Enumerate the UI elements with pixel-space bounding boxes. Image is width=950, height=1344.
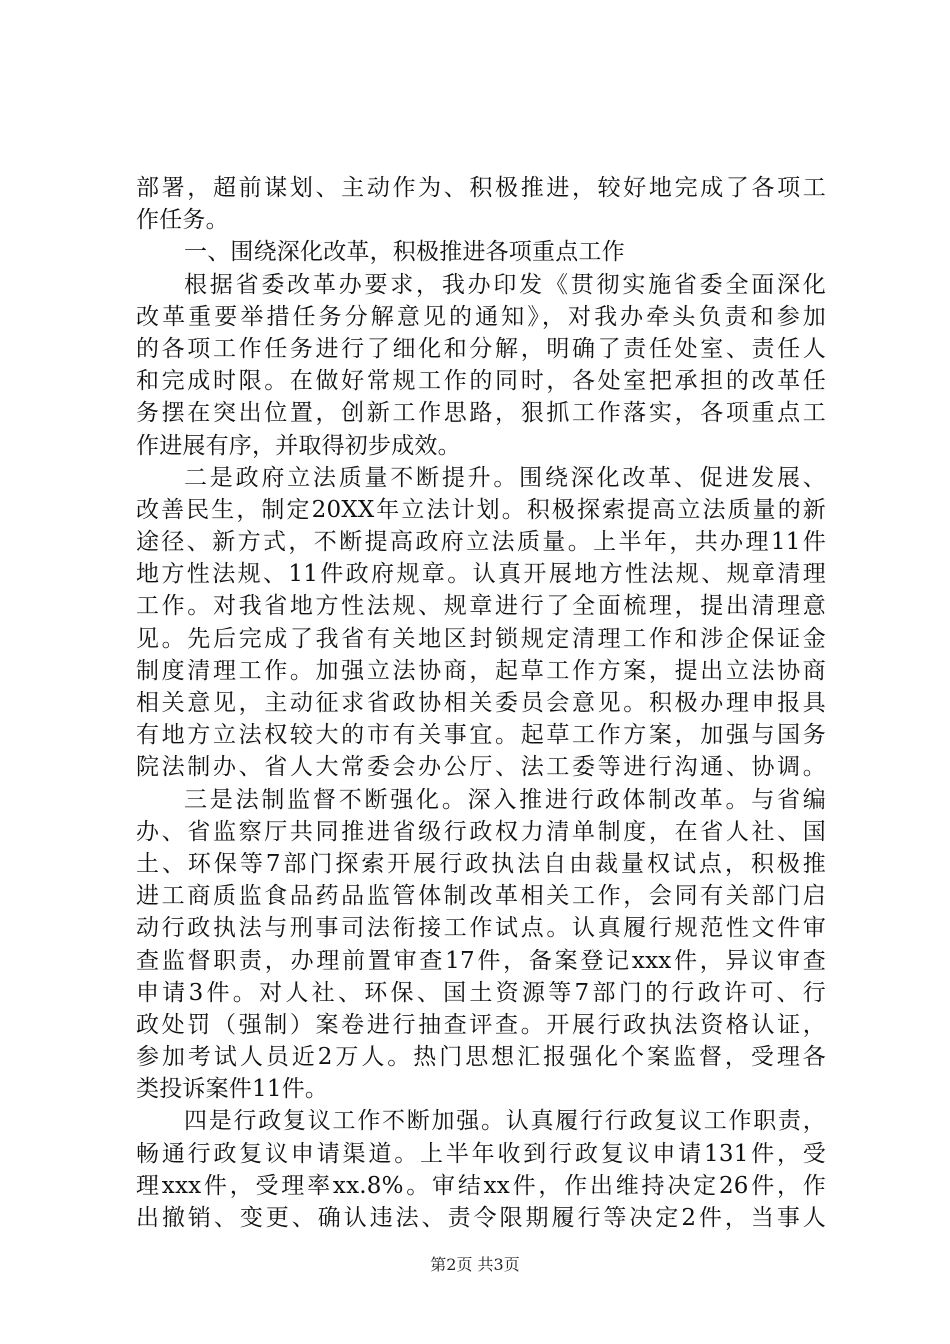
text-line: 理xxx件，受理率xx.8%。审结xx件，作出维持决定26件，作 [136,1172,826,1199]
text-line: 制度清理工作。加强立法协商，起草工作方案，提出立法协商 [136,657,826,684]
text-line: 参加考试人员近2万人。热门思想汇报强化个案监督，受理各 [136,1044,826,1071]
text-line: 工作。对我省地方性法规、规章进行了全面梳理，提出清理意 [136,593,826,620]
text-line: 类投诉案件11件。 [136,1076,329,1103]
text-line: 申请3件。对人社、环保、国土资源等7部门的行政许可、行 [136,979,826,1006]
text-line: 二是政府立法质量不断提升。围绕深化改革、促进发展、 [184,464,826,491]
text-line: 作任务。 [136,207,229,234]
text-line: 动行政执法与刑事司法衔接工作试点。认真履行规范性文件审 [136,915,826,942]
text-line: 三是法制监督不断强化。深入推进行政体制改革。与省编 [184,786,826,813]
text-line: 土、环保等7部门探索开展行政执法自由裁量权试点，积极推 [136,850,826,877]
text-line: 务摆在突出位置，创新工作思路，狠抓工作落实，各项重点工 [136,400,826,427]
text-line: 改革重要举措任务分解意见的通知》，对我办牵头负责和参加 [136,303,826,330]
document-body [136,172,826,1234]
text-line: 根据省委改革办要求，我办印发《贯彻实施省委全面深化 [184,271,826,298]
text-line: 一、围绕深化改革，积极推进各项重点工作 [184,239,625,266]
text-line: 改善民生，制定20XX年立法计划。积极探索提高立法质量的新 [136,496,826,523]
text-line: 途径、新方式，不断提高政府立法质量。上半年，共办理11件 [136,529,826,556]
text-line: 地方性法规、11件政府规章。认真开展地方性法规、规章清理 [136,561,826,588]
page-footer: 第2页 共3页 [430,1255,520,1274]
text-line: 部署，超前谋划、主动作为、积极推进，较好地完成了各项工 [136,175,826,201]
text-line: 出撤销、变更、确认违法、责令限期履行等决定2件，当事人 [136,1205,826,1231]
text-line: 院法制办、省人大常委会办公厅、法工委等进行沟通、协调。 [136,754,826,781]
text-line: 有地方立法权较大的市有关事宜。起草工作方案，加强与国务 [136,722,826,749]
text-line: 查监督职责，办理前置审查17件，备案登记xxx件，异议审查 [136,947,826,974]
text-line: 政处罚（强制）案卷进行抽查评查。开展行政执法资格认证， [136,1011,826,1038]
text-line: 相关意见，主动征求省政协相关委员会意见。积极办理申报具 [136,690,826,716]
text-line: 畅通行政复议申请渠道。上半年收到行政复议申请131件，受 [136,1140,826,1167]
text-line: 作进展有序，并取得初步成效。 [136,432,461,459]
text-line: 四是行政复议工作不断加强。认真履行行政复议工作职责， [184,1108,826,1135]
text-line: 见。先后完成了我省有关地区封锁规定清理工作和涉企保证金 [136,625,826,652]
text-line: 的各项工作任务进行了细化和分解，明确了责任处室、责任人 [136,335,826,362]
text-line: 和完成时限。在做好常规工作的同时，各处室把承担的改革任 [136,368,826,395]
text-line: 进工商质监食品药品监管体制改革相关工作，会同有关部门启 [136,883,826,910]
text-line: 办、省监察厅共同推进省级行政权力清单制度，在省人社、国 [136,818,826,845]
